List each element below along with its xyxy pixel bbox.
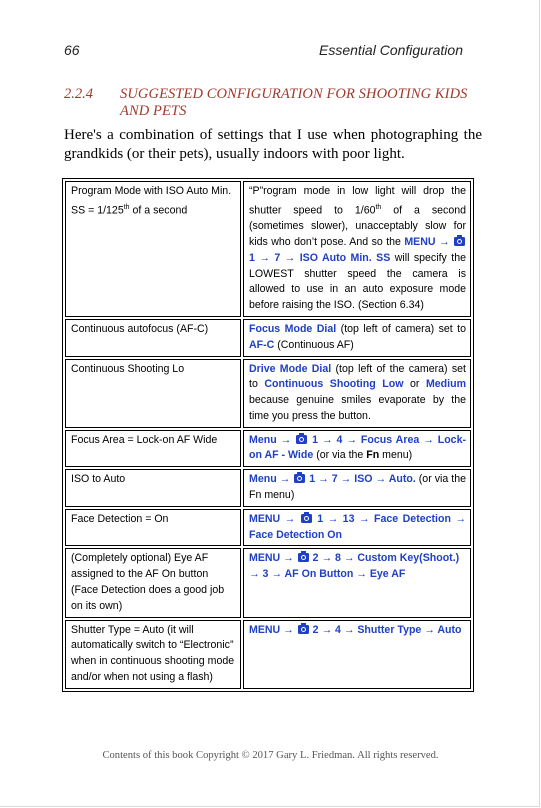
camera-icon (301, 514, 312, 523)
setting-cell: Face Detection = On (65, 509, 241, 547)
setting-cell: ISO to Auto (65, 469, 241, 507)
camera-icon (294, 474, 305, 483)
setting-cell: Shutter Type = Auto (it will automatically switch to “Electronic” when in continuous shooting mode and/or when not using a flash) (65, 620, 241, 689)
intro-paragraph: Here's a combination of settings that I use when photographing the grandkids (or their pets), usually indoors with poor light. (64, 127, 482, 162)
table-row (65, 359, 471, 428)
setting-cell: Continuous Shooting Lo (65, 359, 241, 428)
camera-icon (454, 237, 465, 246)
setting-cell: Program Mode with ISO Auto Min. SS = 1/125th of a second (65, 181, 241, 317)
setting-cell: Focus Area = Lock-on AF Wide (65, 430, 241, 468)
table-row (65, 430, 471, 468)
camera-icon (298, 553, 309, 562)
section-number: 2.2.4 (64, 86, 93, 102)
table-row (65, 181, 471, 317)
description-cell: MENU → 2 → 4 → Shutter Type → Auto (243, 620, 471, 689)
description-cell: MENU → 1 → 13 → Face Detection → Face Detection On (243, 509, 471, 547)
camera-icon (298, 625, 309, 634)
description-cell: Menu → 1 → 7 → ISO → Auto. (or via the Fn menu) (243, 469, 471, 507)
setting-cell: Continuous autofocus (AF-C) (65, 319, 241, 357)
description-cell: Focus Mode Dial (top left of camera) set to AF-C (Continuous AF) (243, 319, 471, 357)
table-row (65, 548, 471, 617)
setting-cell: (Completely optional) Eye AF assigned to the AF On button (Face Detection does a good job on its own) (65, 548, 241, 617)
description-cell: Drive Mode Dial (top left of the camera) set to Continuous Shooting Low or Medium because genuine smiles evaporate by the time you press the button. (243, 359, 471, 428)
chapter-title: Essential Configuration (319, 42, 463, 58)
table-row (65, 469, 471, 507)
section-title: SUGGESTED CONFIGURATION FOR SHOOTING KIDS AND PETS (120, 86, 468, 119)
description-cell: Menu → 1 → 4 → Focus Area → Lock-on AF - Wide (or via the Fn menu) (243, 430, 471, 468)
page-number: 66 (64, 42, 80, 58)
page-header (64, 42, 463, 62)
description-cell: “P”rogram mode in low light will drop the shutter speed to 1/60th of a second (sometimes slower), unacceptably slow for kids who don’t pose. And so the MENU → 1 → 7 → ISO Auto Min. SS will specify the LOWEST shutter speed the camera is allowed to use in an auto exposure mode before raising the ISO. (Section 6.34) (243, 181, 471, 317)
table-row (65, 509, 471, 547)
table-row (65, 319, 471, 357)
settings-table (62, 178, 474, 692)
copyright-footer: Contents of this book Copyright © 2017 Gary L. Friedman. All rights reserved. (102, 750, 439, 761)
camera-icon (296, 435, 307, 444)
description-cell: MENU → 2 → 8 → Custom Key(Shoot.) → 3 → AF On Button → Eye AF (243, 548, 471, 617)
table-row (65, 620, 471, 689)
